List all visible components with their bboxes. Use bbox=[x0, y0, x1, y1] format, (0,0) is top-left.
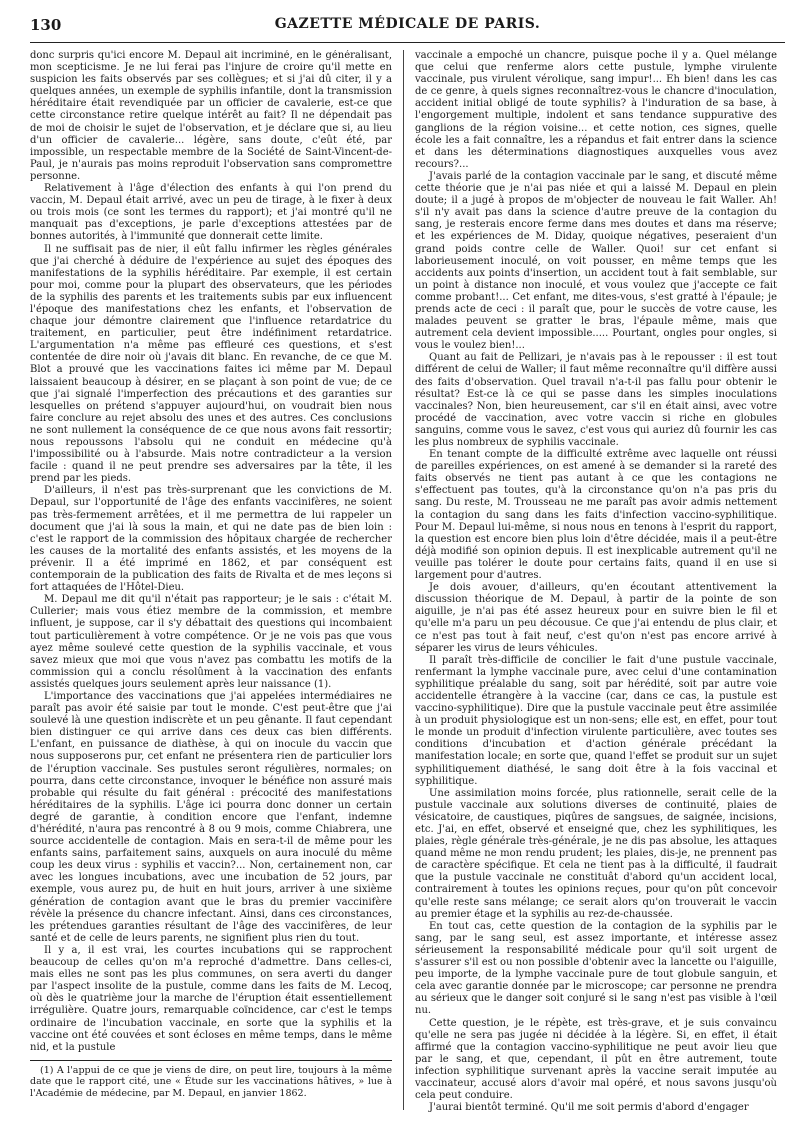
paragraph: J'aurai bientôt terminé. Qu'il me soit permis d'abord d'engager bbox=[429, 1102, 749, 1114]
paragraph: En tenant compte de la difficulté extrême avec laquelle ont réussi de pareilles expériences, on est amené à se demander si la rareté des faits observés ne tient pas autant à ce que les contagions ne s'effectuent pas toutes, qu'à la circonstance qu'on n'a pas pris du sang. Du reste, M. Trousseau ne me paraît pas avoir admis nettement la contagion du sang dans les faits d'infection vaccino-syphilitique. Pour M. Depaul lui-même, si nous nous en tenons à l'esprit du rapport, la question est encore bien plus loin d'être décidée, mais il a peut-être déjà modifié son opinion depuis. Il est inexplicable autrement qu'il ne veuille pas tolérer le doute pour certains faits, quand il en use si largement pour d'autres. bbox=[415, 449, 777, 582]
footnote: (1) A l'appui de ce que je viens de dire, on peut lire, toujours à la même date que le rapport cité, une « Étude sur les vaccinations hâtives, » lue à l'Académie de médecine, par M. Depaul, en janvier 1862. bbox=[30, 1064, 392, 1099]
paragraph: M. Depaul me dit qu'il n'était pas rapporteur; je le sais : c'était M. Cullerier; mais vous étiez membre de la commission, et membre influent, je suppose, car il s'y débattait des questions qui incombaient tout particulièrement à votre compétence. Or je ne vois pas que vous ayez même soulevé cette question de la syphilis vaccinale, et vous savez mieux que moi que vous n'avez pas combattu les motifs de la commission qui a conclu résolûment à la vaccination des enfants assistés quelques jours seulement après leur naissance (1). bbox=[30, 594, 392, 690]
paragraph: Cette question, je le répète, est très-grave, et je suis convaincu qu'elle ne sera pas jugée ni décidée à la légère. Si, en effet, il était affirmé que la contagion vaccino-syphilitique ne peut avoir lieu que par le sang, et que, cependant, il pût en être autrement, toute infection syphilitique survenant après la vaccine serait imputée au vaccinateur, accusé alors d'avoir mal opéré, et nous savons jusqu'où cela peut conduire. bbox=[415, 1017, 777, 1102]
paragraph: Quant au fait de Pellizari, je n'avais pas à le repousser : il est tout différent de celui de Waller; il faut même reconnaître qu'il diffère aussi des faits d'observation. Quel travail n'a-t-il pas fallu pour obtenir le résultat? Est-ce là ce qui se passe dans les simples inoculations vaccinales? Non, bien heureusement, car s'il en était ainsi, avec votre procédé de vaccination, avec votre vaccin si riche en globules sanguins, comme vous le savez, c'est vous qui auriez dû fournir les cas les plus nombreux de syphilis vaccinale. bbox=[415, 352, 777, 448]
page-number: 130 bbox=[30, 16, 62, 34]
paragraph: En tout cas, cette question de la contagion de la syphilis par le sang, par le sang seul, est assez importante, et intéresse assez sérieusement la responsabilité médicale pour qu'il soit urgent de s'assurer s'il est ou non possible d'obtenir avec la lancette ou l'aiguille, peu importe, de la lymphe vaccinale pure de tout globule sanguin, et cela avec garantie donnée par le microscope; car personne ne prendra au sérieux que le danger soit conjuré si le sang n'est pas visible à l'œil nu. bbox=[415, 920, 777, 1017]
journal-title: GAZETTE MÉDICALE DE PARIS. bbox=[274, 16, 541, 32]
left-column bbox=[30, 50, 392, 1115]
paragraph: Une assimilation moins forcée, plus rationnelle, serait celle de la pustule vaccinale aux solutions diverses de continuité, plaies de vésicatoire, de caustiques, piqûres de sangsues, de saignée, incisions, etc. J'ai, en effet, observé et enseigné que, chez les syphilitiques, les plaies, règle générale très-générale, je ne dis pas absolue, les attaques quand même ne mon rendu prudent; les plaies, dis-je, ne prennent pas de caractère spécifique. Et cela ne tient pas à la difficulté, il faudrait que la pustule vaccinale ne constituât d'abord qu'un accident local, contrairement à toutes les opinions reçues, pour qu'on pût concevoir qu'elle reste sans mélange; ce serait alors qu'on trouverait le vaccin au premier étage et la syphilis au rez-de-chaussée. bbox=[415, 787, 777, 920]
paragraph: Relativement à l'âge d'élection des enfants à qui l'on prend du vaccin, M. Depaul était arrivé, avec un peu de tirage, à le fixer à deux ou trois mois (ce sont les termes du rapport); et j'ai montré qu'il ne manquait pas d'exceptions, je parle d'exceptions attestées par de bonnes autorités, à l'immunité que donnerait cette limite. bbox=[30, 183, 392, 243]
paragraph: Je dois avouer, d'ailleurs, qu'en écoutant attentivement la discussion théorique de M. Depaul, à partir de la pointe de son aiguille, je n'ai pas été assez heureux pour en suivre bien le fil et qu'elle m'a paru un peu décousue. Ce que j'ai entendu de plus clair, et ce n'est pas tout à fait neuf, c'est qu'on n'est pas encore arrivé à séparer les virus de leurs véhicules. bbox=[415, 582, 777, 654]
page-header bbox=[30, 14, 785, 43]
paragraph: Il paraît très-difficile de concilier le fait d'une pustule vaccinale, renfermant la lymphe vaccinale pure, avec celui d'une contamination syphilitique préalable du sang, soit par hérédité, soit par autre voie accidentelle étrangère à la vaccine (car, dans ce cas, la pustule est vaccino-syphilitique). Dire que la pustule vaccinale peut être assimilée à un produit physiologique est un non-sens; elle est, en effet, pour tout le monde un produit d'infection virulente particulière, avec toutes ses conditions d'incubation et d'action générale précédant la manifestation locale; en sorte que, quand l'effet se produit sur un sujet syphilitiquement diathésé, le sang doit être à la fois vaccinal et syphilitique. bbox=[415, 654, 777, 787]
paragraph: L'importance des vaccinations que j'ai appelées intermédiaires ne paraît pas avoir été saisie par tout le monde. C'est peut-être que j'ai soulevé là une question indiscrète et un peu gênante. Il faut cependant bien distinguer ce qui arrive dans ces deux cas bien différents. L'enfant, en puissance de diathèse, à qui on inocule du vaccin que nous supposerons pur, cet enfant ne présentera rien de particulier lors de l'éruption vaccinale. Ses pustules seront régulières, normales; on pourra, dans cette circonstance, invoquer le bénéfice non assuré mais probable qui résulte du fait général : précocité des manifestations héréditaires de la syphilis. L'âge ici pourra donc donner un certain degré de garantie, à condition encore que l'enfant, indemne d'hérédité, n'aura pas rencontré à 8 ou 9 mois, comme Chiabrera, une source accidentelle de contagion. Mais en sera-t-il de même pour les enfants sains, parfaitement sains, auxquels on aura inoculé du même coup les deux virus : syphilis et vaccin?... Non, certainement non, car avec les longues incubations, avec une incubation de 52 jours, par exemple, vous aurez pu, de huit en huit jours, arriver à une sixième génération de contagion avant que le bras du premier vaccinifère révèle la présence du chancre infectant. Ainsi, dans ces circonstances, les prétendues garanties résultant de l'âge des vaccinifères, de leur santé et de celle de leurs parents, ne signifient plus rien du tout. bbox=[30, 690, 392, 944]
footnote-divider bbox=[30, 1060, 392, 1061]
paragraph: vaccinale a empoché un chancre, puisque poche il y a. Quel mélange que celui que renferme alors cette pustule, lymphe virulente vaccinale, pus virulent vérolique, sang impur!... Eh bien! dans les cas de ce genre, à quels signes reconnaîtrez-vous le chancre d'inoculation, accident initial obligé de toute syphilis? à l'induration de sa base, à l'engorgement multiple, indolent et sans tendance suppurative des ganglions de la région voisine... et cette notion, ces signes, quelle école les a fait connaître, les a répandus et fait entrer dans la science et dans les déterminations diagnostiques auxquelles vous avez recours?... bbox=[415, 50, 777, 170]
paragraph: Il y a, il est vrai, les courtes incubations qui se rapprochent beaucoup de celles qu'on m'a reproché d'admettre. Dans celles-ci, mais elles ne sont pas les plus communes, on sera averti du danger par l'aspect insolite de la pustule, comme dans les faits de M. Lecoq, où dès le quatrième jour la marche de l'éruption était essentiellement irrégulière. Quatre jours, remarquable coïncidence, car c'est le temps ordinaire de l'incubation vaccinale, en sorte que la syphilis et la vaccine ont été couvées et sont écloses en même temps, dans le même nid, et la pustule bbox=[30, 944, 392, 1053]
right-column bbox=[415, 50, 777, 1115]
paragraph: Il ne suffisait pas de nier, il eût fallu infirmer les règles générales que j'ai cherché à déduire de l'expérience au sujet des époques des manifestations de la syphilis héréditaire. Par exemple, il est certain pour moi, comme pour la plupart des observateurs, que les périodes de la syphilis des parents et les traitements subis par eux influencent l'époque des manifestations chez les enfants, et l'observation de chaque jour démontre clairement que l'influence retardatrice du traitement, en particulier, peut être indéfiniment retardatrice. L'argumentation n'a même pas effleuré ces questions, et s'est contentée de dire noir où j'avais dit blanc. En revanche, de ce que M. Blot a prouvé que les vaccinations faites ici même par M. Depaul laissaient beaucoup à désirer, en se plaçant à son point de vue; de ce que j'ai signalé l'imperfection des précautions et des garanties sur lesquelles on prétend s'appuyer aujourd'hui, on voudrait bien nous faire conclure au rejet absolu des unes et des autres. Ces conclusions ne sont nullement la conséquence de ce que nous avons fait ressortir; nous repoussons l'absolu qui ne conduit en médecine qu'à l'impossibilité ou à l'absurde. Mais notre contradicteur a la version facile : quand il ne peut prendre ses adversaires par la tête, il les prend par les pieds. bbox=[30, 243, 392, 485]
paragraph: D'ailleurs, il n'est pas très-surprenant que les convictions de M. Depaul, sur l'opportunité de l'âge des enfants vaccinifères, ne soient pas très-fermement arrêtées, et il me permettra de lui rappeler un document que j'ai là sous la main, et qui ne date pas de bien loin : c'est le rapport de la commission des hôpitaux chargée de rechercher les causes de la mortalité des enfants assistés, et les moyens de la prévenir. Il a été imprimé en 1862, et par conséquent est contemporain de la publication des faits de Rivalta et de mes leçons si fort attaquées de l'Hôtel-Dieu. bbox=[30, 485, 392, 594]
column-divider bbox=[403, 50, 404, 1110]
paragraph: donc surpris qu'ici encore M. Depaul ait incriminé, en le généralisant, mon scepticisme. Je ne lui ferai pas l'injure de croire qu'il mette en suspicion les faits observés par ses collègues; et si j'ai dû citer, il y a quelques années, un exemple de syphilis infantile, dont la transmission héréditaire était revendiquée par un officier de cavalerie, est-ce que cette circonstance retire quelque intérêt au fait? Il ne dépendait pas de moi de choisir le sujet de l'observation, et je déclare que si, au lieu d'un officier de cavalerie... légère, sans doute, c'eût été, par impossible, un respectable membre de la Société de Saint-Vincent-de-Paul, je n'aurais pas moins reproduit l'observation sans compromettre personne. bbox=[30, 50, 392, 182]
paragraph: J'avais parlé de la contagion vaccinale par le sang, et discuté même cette théorie que je n'ai pas niée et qui a laissé M. Depaul en plein doute; il a jugé à propos de m'objecter de nouveau le fait Waller. Ah! s'il n'y avait pas dans la science d'autre preuve de la contagion du sang, je resterais encore ferme dans mes doutes et dans ma réserve; et les expériences de M. Diday, quoique négatives, peseraient d'un grand poids contre celle de Waller. Quoi! sur cet enfant si laborieusement inoculé, on voit pousser, en même temps que les accidents aux points d'insertion, un accident tout à fait semblable, sur un point à distance non inoculé, et vous voulez que j'accepte ce fait comme probant!... Cet enfant, me dites-vous, s'est gratté à l'épaule; je prends acte de ceci : il paraît que, pour le succès de votre cause, les malades peuvent se gratter le bras, l'épaule même, mais que autrement cela devient impossible..... Pourtant, ongles pour ongles, si vous le voulez bien!... bbox=[415, 170, 777, 352]
